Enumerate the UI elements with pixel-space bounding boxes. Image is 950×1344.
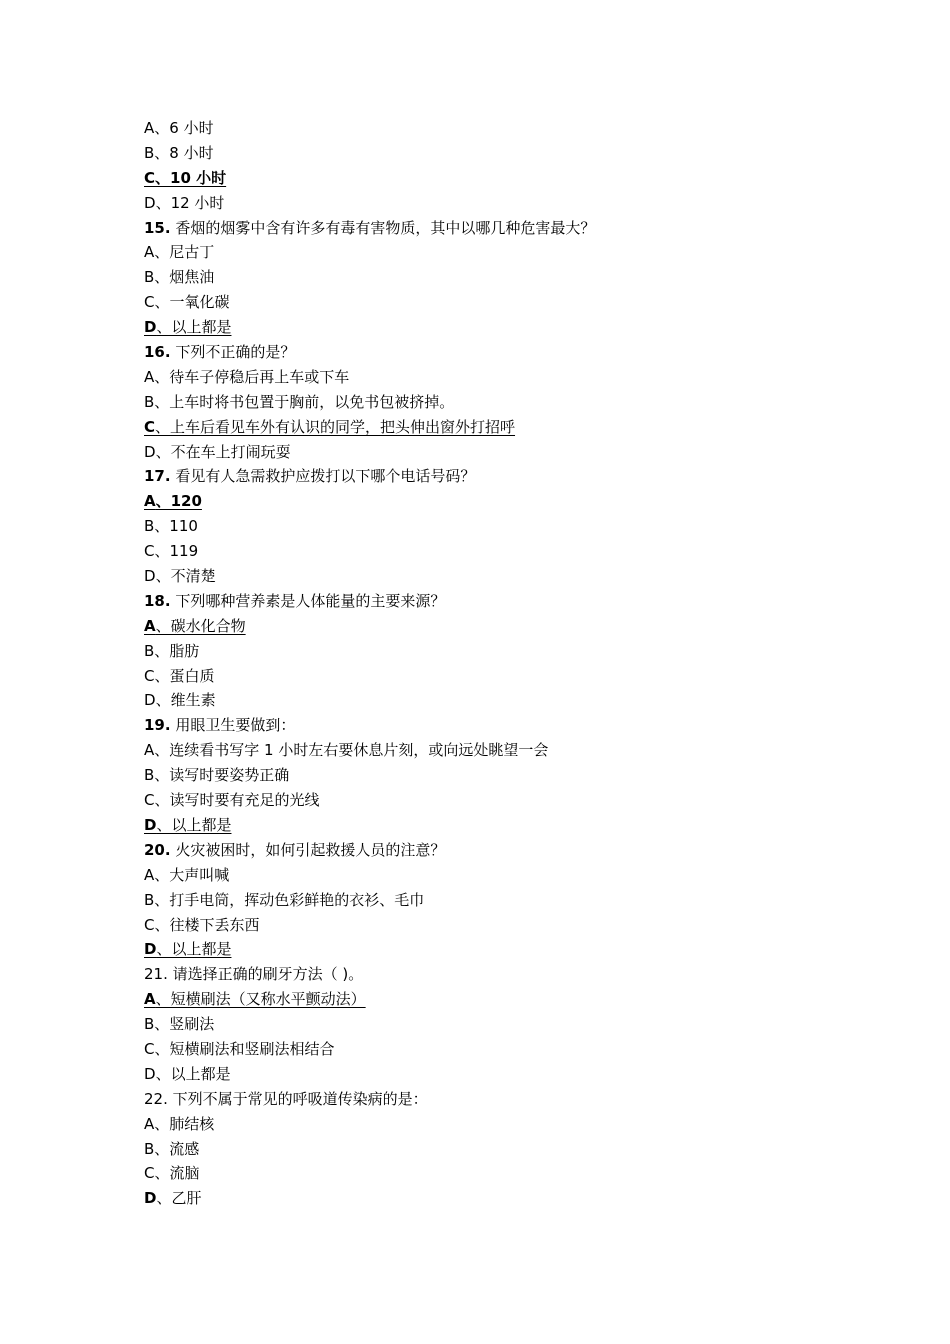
option-text: 、119 (154, 542, 199, 561)
option-letter: B (144, 268, 155, 287)
option-text: 、大声叫喊 (154, 865, 230, 884)
option-letter: D (144, 567, 156, 586)
option-text: 、以上都是 (156, 318, 232, 337)
option-letter: C (144, 1164, 155, 1183)
option-line (144, 1186, 904, 1211)
question-text: 下列哪种营养素是人体能量的主要来源？ (170, 591, 446, 610)
question-number: 20. (144, 840, 171, 859)
option-text: 、碳水化合物 (155, 616, 246, 635)
answer-option (144, 937, 904, 962)
option-text: 、不清楚 (155, 567, 216, 586)
option-letter: A (144, 367, 155, 386)
answer-option (144, 489, 904, 514)
option-letter: C (144, 915, 155, 934)
option-line (144, 116, 904, 141)
option-line (144, 664, 904, 689)
question-line (144, 340, 904, 365)
option-text: 、12 小时 (155, 193, 225, 212)
question-line (144, 464, 904, 489)
question-number: 17. (144, 467, 171, 486)
option-line (144, 365, 904, 390)
option-text: 、往楼下丢东西 (154, 915, 260, 934)
option-letter: A (144, 492, 156, 511)
question-number: 22. (144, 1089, 168, 1108)
question-line (144, 713, 904, 738)
option-text: 、上车后看见车外有认识的同学，把头伸出窗外打招呼 (155, 417, 516, 436)
option-letter: A (144, 865, 155, 884)
option-line (144, 539, 904, 564)
question-number: 18. (144, 591, 171, 610)
option-text: 、以上都是 (155, 1064, 231, 1083)
option-text: 、短横刷法（又称水平颤动法） (155, 990, 366, 1009)
option-text: 、流脑 (154, 1164, 200, 1183)
option-text: 、以上都是 (156, 940, 232, 959)
question-number: 16. (144, 343, 171, 362)
option-line (144, 1062, 904, 1087)
option-line (144, 564, 904, 589)
option-letter: D (144, 318, 157, 337)
question-line (144, 1087, 904, 1112)
question-text: 请选择正确的刷牙方法（ )。 (167, 965, 364, 984)
question-line (144, 962, 904, 987)
option-line (144, 1112, 904, 1137)
option-letter: B (144, 641, 155, 660)
option-text: 、乙肝 (156, 1189, 202, 1208)
option-letter: C (144, 542, 155, 561)
option-line (144, 1037, 904, 1062)
option-letter: C (144, 666, 155, 685)
option-letter: B (144, 392, 155, 411)
answer-option (144, 813, 904, 838)
option-text: 、肺结核 (154, 1114, 215, 1133)
answer-option (144, 987, 904, 1012)
option-line (144, 141, 904, 166)
option-line (144, 390, 904, 415)
option-letter: B (144, 766, 155, 785)
question-number: 19. (144, 716, 171, 735)
option-letter: D (144, 815, 157, 834)
option-letter: D (144, 691, 156, 710)
question-text: 香烟的烟雾中含有许多有毒有害物质，其中以哪几种危害最大？ (170, 218, 596, 237)
option-text: 、打手电筒，挥动色彩鲜艳的衣衫、毛巾 (154, 890, 425, 909)
option-line (144, 913, 904, 938)
option-letter: C (144, 293, 155, 312)
option-text: 、不在车上打闹玩耍 (155, 442, 291, 461)
option-letter: C (144, 1039, 155, 1058)
option-line (144, 191, 904, 216)
option-line (144, 788, 904, 813)
option-line (144, 240, 904, 265)
option-letter: B (144, 890, 155, 909)
option-text: 、读写时要有充足的光线 (154, 791, 320, 810)
option-letter: A (144, 990, 156, 1009)
question-number: 15. (144, 218, 171, 237)
option-text: 、8 小时 (154, 143, 214, 162)
question-line (144, 589, 904, 614)
option-line (144, 514, 904, 539)
option-letter: A (144, 119, 155, 137)
question-line (144, 216, 904, 241)
option-text: 、10 小时 (155, 168, 227, 187)
option-line (144, 688, 904, 713)
question-number: 21. (144, 965, 168, 984)
question-text: 用眼卫生要做到： (170, 716, 296, 735)
quiz-content (144, 116, 904, 1211)
answer-option (144, 166, 904, 191)
question-text: 看见有人急需救护应拨打以下哪个电话号码？ (170, 467, 476, 486)
option-text: 、一氧化碳 (154, 293, 230, 312)
option-line (144, 1137, 904, 1162)
option-text: 、以上都是 (156, 815, 232, 834)
option-text: 、维生素 (155, 691, 216, 710)
question-line (144, 838, 904, 863)
option-text: 、流感 (154, 1139, 200, 1158)
option-letter: D (144, 1064, 156, 1083)
answer-option (144, 415, 904, 440)
option-line (144, 265, 904, 290)
option-text: 、120 (155, 492, 202, 511)
option-line (144, 290, 904, 315)
option-text: 、蛋白质 (154, 666, 215, 685)
option-text: 、连续看书写字 1 小时左右要休息片刻，或向远处眺望一会 (154, 741, 549, 760)
option-letter: B (144, 1139, 155, 1158)
question-text: 下列不属于常见的呼吸道传染病的是： (167, 1089, 428, 1108)
option-letter: B (144, 517, 155, 536)
option-text: 、尼古丁 (154, 243, 215, 262)
option-letter: C (144, 417, 156, 436)
option-letter: C (144, 168, 156, 187)
option-text: 、待车子停稳后再上车或下车 (154, 367, 350, 386)
option-letter: A (144, 243, 155, 262)
option-letter: D (144, 940, 157, 959)
option-text: 、脂肪 (154, 641, 200, 660)
option-text: 、短横刷法和竖刷法相结合 (154, 1039, 335, 1058)
option-letter: D (144, 193, 156, 212)
option-letter: D (144, 442, 156, 461)
option-text: 、上车时将书包置于胸前，以免书包被挤掉。 (154, 392, 455, 411)
option-text: 、110 (154, 517, 198, 536)
option-line (144, 738, 904, 763)
option-letter: A (144, 616, 156, 635)
answer-option (144, 614, 904, 639)
option-text: 、读写时要姿势正确 (154, 766, 290, 785)
option-line (144, 440, 904, 465)
option-line (144, 1012, 904, 1037)
option-text: 、竖刷法 (154, 1015, 215, 1034)
option-letter: D (144, 1189, 157, 1208)
option-letter: A (144, 741, 155, 760)
option-line (144, 1161, 904, 1186)
option-letter: A (144, 1114, 155, 1133)
option-letter: C (144, 791, 155, 810)
option-text: 、烟焦油 (154, 268, 215, 287)
option-letter: B (144, 1015, 155, 1034)
question-text: 火灾被困时，如何引起救援人员的注意？ (170, 840, 446, 859)
option-line (144, 763, 904, 788)
answer-option (144, 315, 904, 340)
option-letter: B (144, 143, 155, 162)
option-line (144, 863, 904, 888)
option-text: 、6 小时 (154, 119, 214, 137)
option-line (144, 888, 904, 913)
option-line (144, 639, 904, 664)
question-text: 下列不正确的是？ (170, 343, 296, 362)
